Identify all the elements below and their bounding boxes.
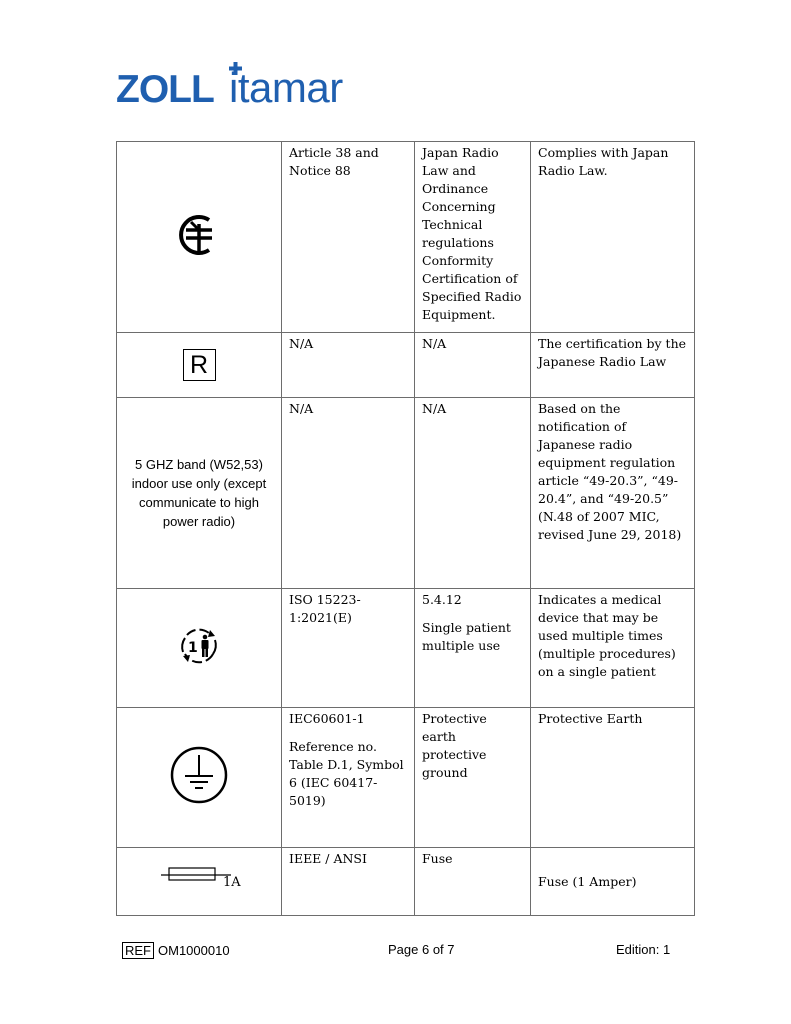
fuse-symbol [117, 848, 281, 914]
footer-ref [122, 942, 230, 959]
standard-cell: N/A [282, 333, 415, 398]
use-count-text: 1 [188, 639, 198, 656]
reference-cell: Protective earth protective ground [415, 708, 531, 848]
standard-cell: Article 38 and Notice 88 [282, 142, 415, 333]
description-cell: Based on the notification of Japanese radio equipment regulation article “49-20.3”, “49-20.4”, and “49-20.5” (N.48 of 2007 MIC, revised June 29, 2018) [531, 398, 695, 589]
table-row [117, 708, 695, 848]
japan-radio-law-mark-icon [176, 212, 222, 258]
reference-cell: N/A [415, 398, 531, 589]
table-row [117, 848, 695, 916]
description-cell: Protective Earth [531, 708, 695, 848]
protective-earth-icon [169, 745, 229, 805]
symbol-cell [117, 142, 282, 333]
logo-zoll-text: ZOLL [116, 68, 214, 111]
standard-cell: IEEE / ANSI [282, 848, 415, 916]
table-row [117, 142, 695, 333]
standard-cell: IEC60601-1 Reference no. Table D.1, Symbol 6 (IEC 60417- 5019) [282, 708, 415, 848]
table-row [117, 398, 695, 589]
page-number: Page 6 of 7 [388, 942, 455, 957]
edition: Edition: 1 [616, 942, 671, 957]
description-cell: The certification by the Japanese Radio Law [531, 333, 695, 398]
r-in-box-icon: R [183, 349, 216, 381]
standard-cell: N/A [282, 398, 415, 589]
symbol-cell [117, 398, 282, 589]
fuse-rating-text: 1A [223, 875, 241, 890]
symbol-cell [117, 333, 282, 398]
reference-cell: Fuse [415, 848, 531, 916]
table-row [117, 589, 695, 708]
standard-cell: ISO 15223-1:2021(E) [282, 589, 415, 708]
band-notice-text: 5 GHZ band (W52,53) indoor use only (except communicate to high power radio) [131, 457, 267, 529]
logo-itamar-text: itamar [229, 64, 343, 111]
fuse-icon [161, 865, 231, 885]
symbol-cell [117, 589, 282, 708]
reference-cell: 5.4.12 Single patient multiple use [415, 589, 531, 708]
symbols-table [116, 141, 695, 916]
description-cell: Fuse (1 Amper) [531, 848, 695, 916]
description-cell: Complies with Japan Radio Law. [531, 142, 695, 333]
reference-cell: Japan Radio Law and Ordinance Concerning Technical regulations Conformity Certification of Specified Radio Equipment. [415, 142, 531, 333]
ref-label: REF [122, 942, 154, 959]
symbol-cell [117, 708, 282, 848]
ref-value: OM1000010 [158, 943, 230, 958]
description-cell: Indicates a medical device that may be used multiple times (multiple procedures) on a single patient [531, 589, 695, 708]
reference-cell: N/A [415, 333, 531, 398]
symbol-cell [117, 848, 282, 916]
single-patient-multiple-use-icon [179, 626, 219, 666]
table-row [117, 333, 695, 398]
